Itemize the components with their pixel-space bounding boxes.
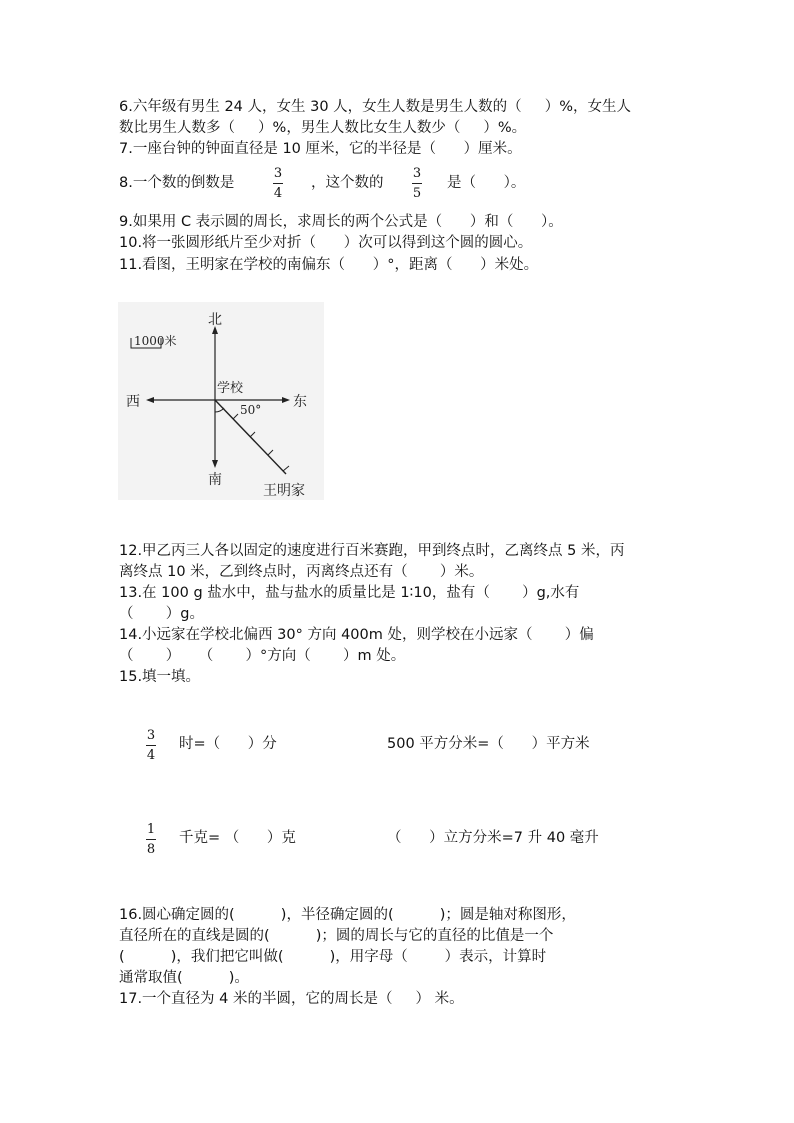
q15-fraction-a [146,728,156,763]
q15-line: 15.填一填。 [119,669,201,685]
q16-line2: 直径所在的直线是圆的( )；圆的周长与它的直径的比值是一个 [119,928,554,944]
q8-fraction-2-denominator: 5 [412,186,422,201]
tick-mark [268,450,273,455]
scale-label: 1000米 [134,334,177,348]
q8-text-c: 是（ ）。 [447,175,526,191]
direction-figure [118,302,324,500]
tick-mark [283,466,289,471]
direction-diagram [118,302,324,500]
q17-line: 17.一个直径为 4 米的半圆，它的周长是（ ） 米。 [119,991,464,1007]
q8-fraction-1-denominator: 4 [273,186,283,201]
q9-line: 9.如果用 C 表示圆的周长，求周长的两个公式是（ ）和（ ）。 [119,214,563,230]
q15-fraction-c-numerator: 1 [146,822,156,837]
west-arrow-icon [146,397,154,403]
fraction-bar [273,183,283,184]
q15-fraction-c [146,822,156,857]
q11-line: 11.看图，王明家在学校的南偏东（ ）°，距离（ ）米处。 [119,257,539,273]
q14-line1: 14.小远家在学校北偏西 30° 方向 400m 处，则学校在小远家（ ）偏 [119,627,594,643]
q16-line3: ( )，我们把它叫做( )，用字母（ ）表示，计算时 [119,949,547,965]
q7-line: 7.一座台钟的钟面直径是 10 厘米，它的半径是（ ）厘米。 [119,141,522,157]
west-label: 西 [126,394,140,410]
q15-item-a: 时=（ ）分 [179,736,277,752]
q16-line1: 16.圆心确定圆的( )，半径确定圆的( )；圆是轴对称图形， [119,907,576,923]
q15-item-c: 千克= （ ）克 [179,830,296,846]
south-arrow-icon [212,460,218,468]
q15-item-b: 500 平方分米=（ ）平方米 [387,736,590,752]
fraction-bar [146,839,156,840]
q8-text-a: 8.一个数的倒数是 [119,175,235,191]
q8-fraction-2-numerator: 3 [412,166,422,181]
east-label: 东 [293,394,307,410]
east-arrow-icon [282,397,290,403]
q8-fraction-1 [273,166,283,201]
south-label: 南 [208,472,222,488]
q6-line1: 6.六年级有男生 24 人，女生 30 人，女生人数是男生人数的（ ）%，女生人 [119,99,631,115]
q12-line2: 离终点 10 米，乙到终点时，丙离终点还有（ ）米。 [119,564,484,580]
school-label: 学校 [217,381,244,396]
tick-mark [250,432,255,437]
tick-mark [233,414,238,419]
q15-fraction-c-denominator: 8 [146,842,156,857]
q6-line2: 数比男生人数多（ ）%，男生人数比女生人数少（ ）%。 [119,120,527,136]
q8-fraction-1-numerator: 3 [273,166,283,181]
fraction-bar [146,745,156,746]
q13-line2: （ ）g。 [119,606,204,622]
q8-fraction-2 [412,166,422,201]
q15-fraction-a-numerator: 3 [146,728,156,743]
angle-label: 50° [240,403,262,417]
q15-item-d: （ ）立方分米=7 升 40 毫升 [387,830,599,846]
q16-line4: 通常取值( )。 [119,970,249,986]
q14-line2: （ ） （ ）°方向（ ）m 处。 [119,648,406,664]
q13-line1: 13.在 100 g 盐水中，盐与盐水的质量比是 1∶10，盐有（ ）g,水有 [119,585,580,601]
q10-line: 10.将一张圆形纸片至少对折（ ）次可以得到这个圆的圆心。 [119,235,533,251]
fraction-bar [412,183,422,184]
q8-text-b: ，这个数的 [311,175,384,191]
q15-fraction-a-denominator: 4 [146,748,156,763]
home-label: 王明家 [263,483,305,499]
q12-line1: 12.甲乙丙三人各以固定的速度进行百米赛跑，甲到终点时，乙离终点 5 米，丙 [119,543,625,559]
north-label: 北 [208,312,222,328]
